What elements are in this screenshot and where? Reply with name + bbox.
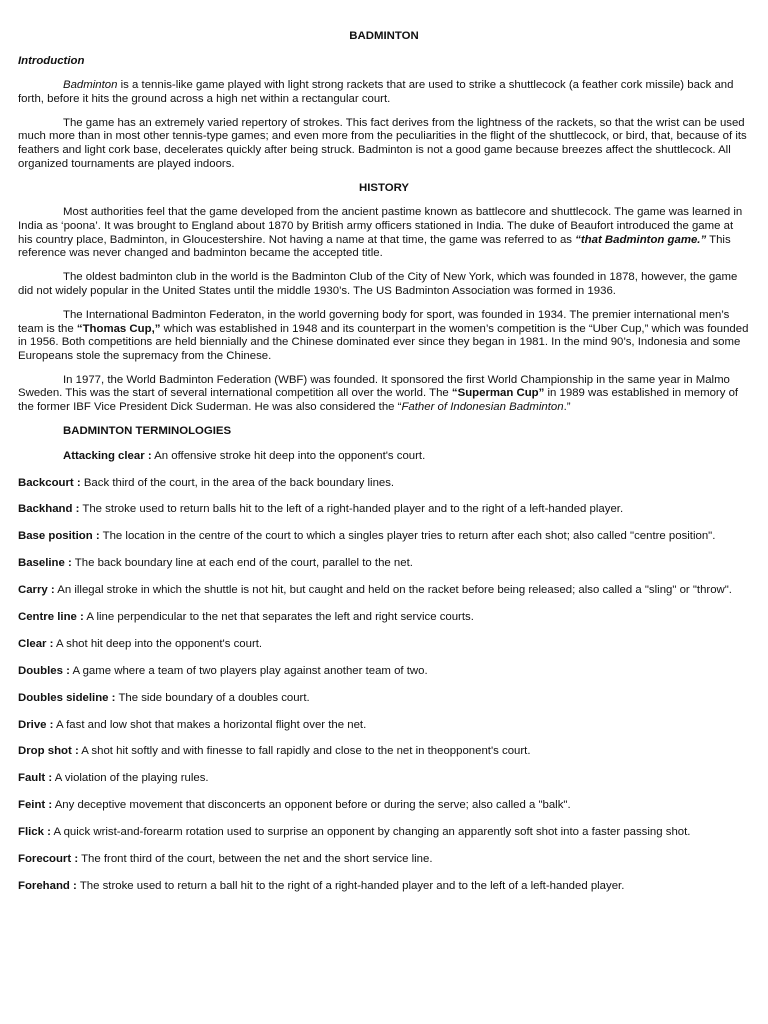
history-p1-text-b: This reference was never changed and badminton became the accepted title. xyxy=(18,233,731,260)
term-name: Drive : xyxy=(18,718,54,731)
term-entry xyxy=(18,772,750,786)
term-entry xyxy=(18,584,750,598)
term-entry xyxy=(18,880,750,894)
term-definition: The front third of the court, between the net and the short service line. xyxy=(78,853,433,866)
term-definition: The side boundary of a doubles court. xyxy=(115,691,310,704)
history-paragraph-2: The oldest badminton club in the world is the Badminton Club of the City of New York, which was founded in 1878, however, the game did not widely popular in the United States until the middle 1930’s. The US Badminton Association was formed in 1936. xyxy=(18,271,738,297)
term-entry xyxy=(18,745,750,759)
term-name: Forehand : xyxy=(18,879,77,892)
term-entry xyxy=(18,719,750,733)
term-definition: A shot hit deep into the opponent's court. xyxy=(53,637,263,650)
term-entry xyxy=(18,503,750,517)
term-entry xyxy=(18,450,750,464)
term-name: Centre line : xyxy=(18,611,84,623)
history-p1-text-a: Most authorities feel that the game developed from the ancient pastime known as battlecore and shuttlecock. The game was learned in India as ‘poona’. It was brought to England about 1870 by British army officers stationed in India. The duke of Beaufort introduced the game at his country place, Badminton, in Gloucestershire. Not having a name at that time, the game was referred to as xyxy=(18,206,743,246)
term-entry xyxy=(18,826,750,840)
term-name: Forecourt : xyxy=(18,853,79,866)
history-heading: HISTORY xyxy=(358,181,409,194)
term-entry xyxy=(18,477,750,491)
term-entry xyxy=(18,611,750,625)
term-entry xyxy=(18,665,750,679)
history-paragraph-1 xyxy=(18,206,750,260)
term-definition: Back third of the court, in the area of the back boundary lines. xyxy=(80,476,395,489)
terms-heading: BADMINTON TERMINOLOGIES xyxy=(63,425,232,438)
term-name: Doubles : xyxy=(18,664,70,677)
term-definition: The stroke used to return balls hit to the left of a right-handed player and to the right of a left-handed player. xyxy=(79,503,624,516)
history-p4-text-a: In 1977, the World Badminton Federation (WBF) was founded. It sponsored the first World Championship in the same year in Malmo Sweden. This was the start of several international competition all over the world. The xyxy=(18,373,730,400)
intro-paragraph-1 xyxy=(18,79,750,106)
history-p1-quote: “that Badminton game.” xyxy=(575,233,707,246)
intro-paragraph-2: The game has an extremely varied repertory of strokes. This fact derives from the lightness of the rackets, so that the wrist can be used much more than in most other tennis-type games; and even more from the peculiarities in the flight of the shuttlecock, or bird, that, because of its feathers and light cork base, decelerates quickly after being struck. Badminton is not a good game because breezes affect the shuttlecock. All organized tournaments are played indoors. xyxy=(18,116,747,170)
term-entry xyxy=(18,530,750,544)
term-name: Carry : xyxy=(18,584,55,597)
term-name: Doubles sideline : xyxy=(18,691,116,704)
term-entry xyxy=(18,557,750,571)
terms-list xyxy=(18,450,750,894)
term-name: Backcourt : xyxy=(18,476,81,489)
term-name: Base position : xyxy=(18,530,100,543)
term-name: Drop shot : xyxy=(18,745,79,758)
term-entry xyxy=(18,799,750,813)
history-p4-text-b: in 1989 was established in memory of the former IBF Vice President Dick Suderman. He was also considered the “ xyxy=(18,387,739,413)
term-name: Backhand : xyxy=(18,503,80,516)
intro-lead-word: Badminton xyxy=(63,79,118,92)
term-name: Flick : xyxy=(18,826,51,839)
term-definition: An illegal stroke in which the shuttle is not hit, but caught and held on the racket before being released; also called a "sling" or "throw". xyxy=(54,584,732,597)
term-definition: A quick wrist-and-forearm rotation used to surprise an opponent by changing an apparently soft shot into a faster passing shot. xyxy=(50,826,691,839)
term-entry xyxy=(18,638,750,652)
term-definition: Any deceptive movement that disconcerts an opponent before or during the serve; also called a "balk". xyxy=(52,799,571,812)
history-paragraph-4 xyxy=(18,374,750,415)
history-p3-text-b: which was established in 1948 and its counterpart in the women’s competition is the “Uber Cup,” which was founded in 1956. Both competitions are held biennially and the Chinese dominated ever since they began in 1981. In the mind 90’s, Indonesia and some Europeans stole the supremacy from the Chinese. xyxy=(18,322,749,362)
history-paragraph-3 xyxy=(18,309,750,363)
term-definition: A fast and low shot that makes a horizontal flight over the net. xyxy=(53,718,367,731)
history-p3-thomas-cup: “Thomas Cup,” xyxy=(76,322,161,335)
history-p4-father: Father of Indonesian Badminton xyxy=(401,400,564,413)
term-name: Clear : xyxy=(18,637,54,650)
term-definition: A line perpendicular to the net that separates the left and right service courts. xyxy=(83,611,474,623)
term-definition: A violation of the playing rules. xyxy=(52,772,209,785)
intro-paragraph-1-text: is a tennis-like game played with light strong rackets that are used to strike a shuttlecock (a feather cork missile) back and forth, before it hits the ground across a high net within a rectangular court. xyxy=(18,79,734,105)
term-definition: The back boundary line at each end of the court, parallel to the net. xyxy=(71,557,413,570)
document-title: BADMINTON xyxy=(349,30,419,42)
term-definition: A shot hit softly and with finesse to fall rapidly and close to the net in theopponent's court. xyxy=(78,745,531,758)
term-name: Fault : xyxy=(18,772,53,785)
term-definition: The location in the centre of the court to which a singles player tries to return after each shot; also called "centre position". xyxy=(99,530,716,543)
term-definition: The stroke used to return a ball hit to the right of a right-handed player and to the left of a left-handed player. xyxy=(76,879,625,892)
term-definition: A game where a team of two players play against another team of two. xyxy=(69,664,428,677)
history-p4-text-c: .” xyxy=(563,400,571,413)
history-p3-text-a: The International Badminton Federaton, in the world governing body for sport, was founded in 1934. The premier international men’s team is the xyxy=(18,308,730,335)
history-p4-superman-cup: “Superman Cup” xyxy=(451,387,545,400)
term-entry xyxy=(18,853,750,867)
intro-label: Introduction xyxy=(18,54,85,67)
term-name: Baseline : xyxy=(18,557,72,570)
term-name: Feint : xyxy=(18,799,53,812)
term-entry xyxy=(18,692,750,706)
term-name: Attacking clear : xyxy=(63,449,152,462)
term-definition: An offensive stroke hit deep into the opponent's court. xyxy=(151,449,426,462)
